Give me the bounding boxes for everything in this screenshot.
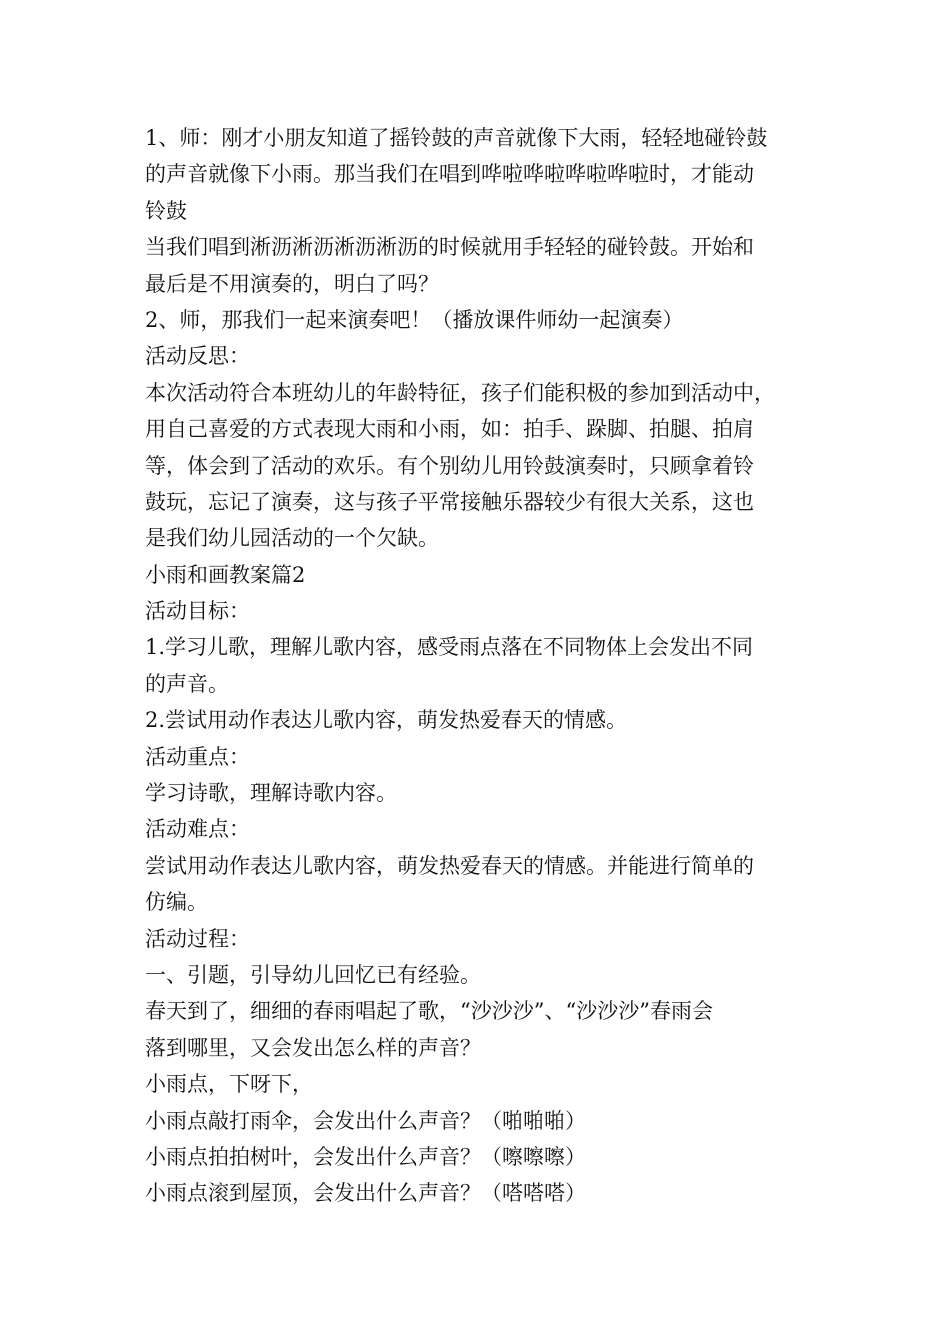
text-line: 的声音。 xyxy=(145,671,229,696)
text-line: 落到哪里，又会发出怎么样的声音？ xyxy=(145,1035,481,1060)
text-line: 小雨点拍拍树叶，会发出什么声音？（嚓嚓嚓） xyxy=(145,1144,586,1169)
document-body xyxy=(145,120,825,1212)
text-line: 用自己喜爱的方式表现大雨和小雨，如：拍手、跺脚、拍腿、拍肩 xyxy=(145,417,754,442)
section-heading: 活动目标： xyxy=(145,599,250,624)
text-line: 尝试用动作表达儿歌内容，萌发热爱春天的情感。并能进行简单的 xyxy=(145,853,754,878)
text-line: 2.尝试用动作表达儿歌内容，萌发热爱春天的情感。 xyxy=(145,708,628,733)
section-heading: 活动反思： xyxy=(145,344,250,369)
text-line: 最后是不用演奏的，明白了吗？ xyxy=(145,271,439,296)
text-line: 的声音就像下小雨。那当我们在唱到哗啦哗啦哗啦哗啦时，才能动 xyxy=(145,162,754,187)
text-line: 本次活动符合本班幼儿的年龄特征，孩子们能积极的参加到活动中， xyxy=(145,380,775,405)
text-line: 仿编。 xyxy=(145,890,208,915)
text-line: 一、引题，引导幼儿回忆已有经验。 xyxy=(145,962,481,987)
text-line: 1、师：刚才小朋友知道了摇铃鼓的声音就像下大雨，轻轻地碰铃鼓 xyxy=(145,126,768,150)
section-heading: 活动重点： xyxy=(145,744,250,769)
text-line: 1.学习儿歌，理解儿歌内容，感受雨点落在不同物体上会发出不同 xyxy=(145,635,754,660)
text-line: 铃鼓 xyxy=(145,198,187,223)
text-line: 当我们唱到淅沥淅沥淅沥淅沥的时候就用手轻轻的碰铃鼓。开始和 xyxy=(145,235,754,260)
text-line: 2、师，那我们一起来演奏吧！（播放课件师幼一起演奏） xyxy=(145,307,684,332)
text-line: 等，体会到了活动的欢乐。有个别幼儿用铃鼓演奏时，只顾拿着铃 xyxy=(145,453,754,478)
section-heading: 活动过程： xyxy=(145,926,250,951)
text-line: 学习诗歌，理解诗歌内容。 xyxy=(145,781,397,806)
document-subtitle: 小雨和画教案篇2 xyxy=(145,562,306,587)
text-line: 小雨点，下呀下， xyxy=(145,1072,313,1097)
section-heading: 活动难点： xyxy=(145,817,250,842)
text-line: 小雨点敲打雨伞，会发出什么声音？（啪啪啪） xyxy=(145,1108,586,1133)
text-line: 鼓玩，忘记了演奏，这与孩子平常接触乐器较少有很大关系，这也 xyxy=(145,489,754,514)
text-line: 是我们幼儿园活动的一个欠缺。 xyxy=(145,526,439,551)
text-line: 小雨点滚到屋顶，会发出什么声音？（嗒嗒嗒） xyxy=(145,1181,586,1206)
text-line: 春天到了，细细的春雨唱起了歌，“沙沙沙”、“沙沙沙”春雨会 xyxy=(145,999,713,1024)
